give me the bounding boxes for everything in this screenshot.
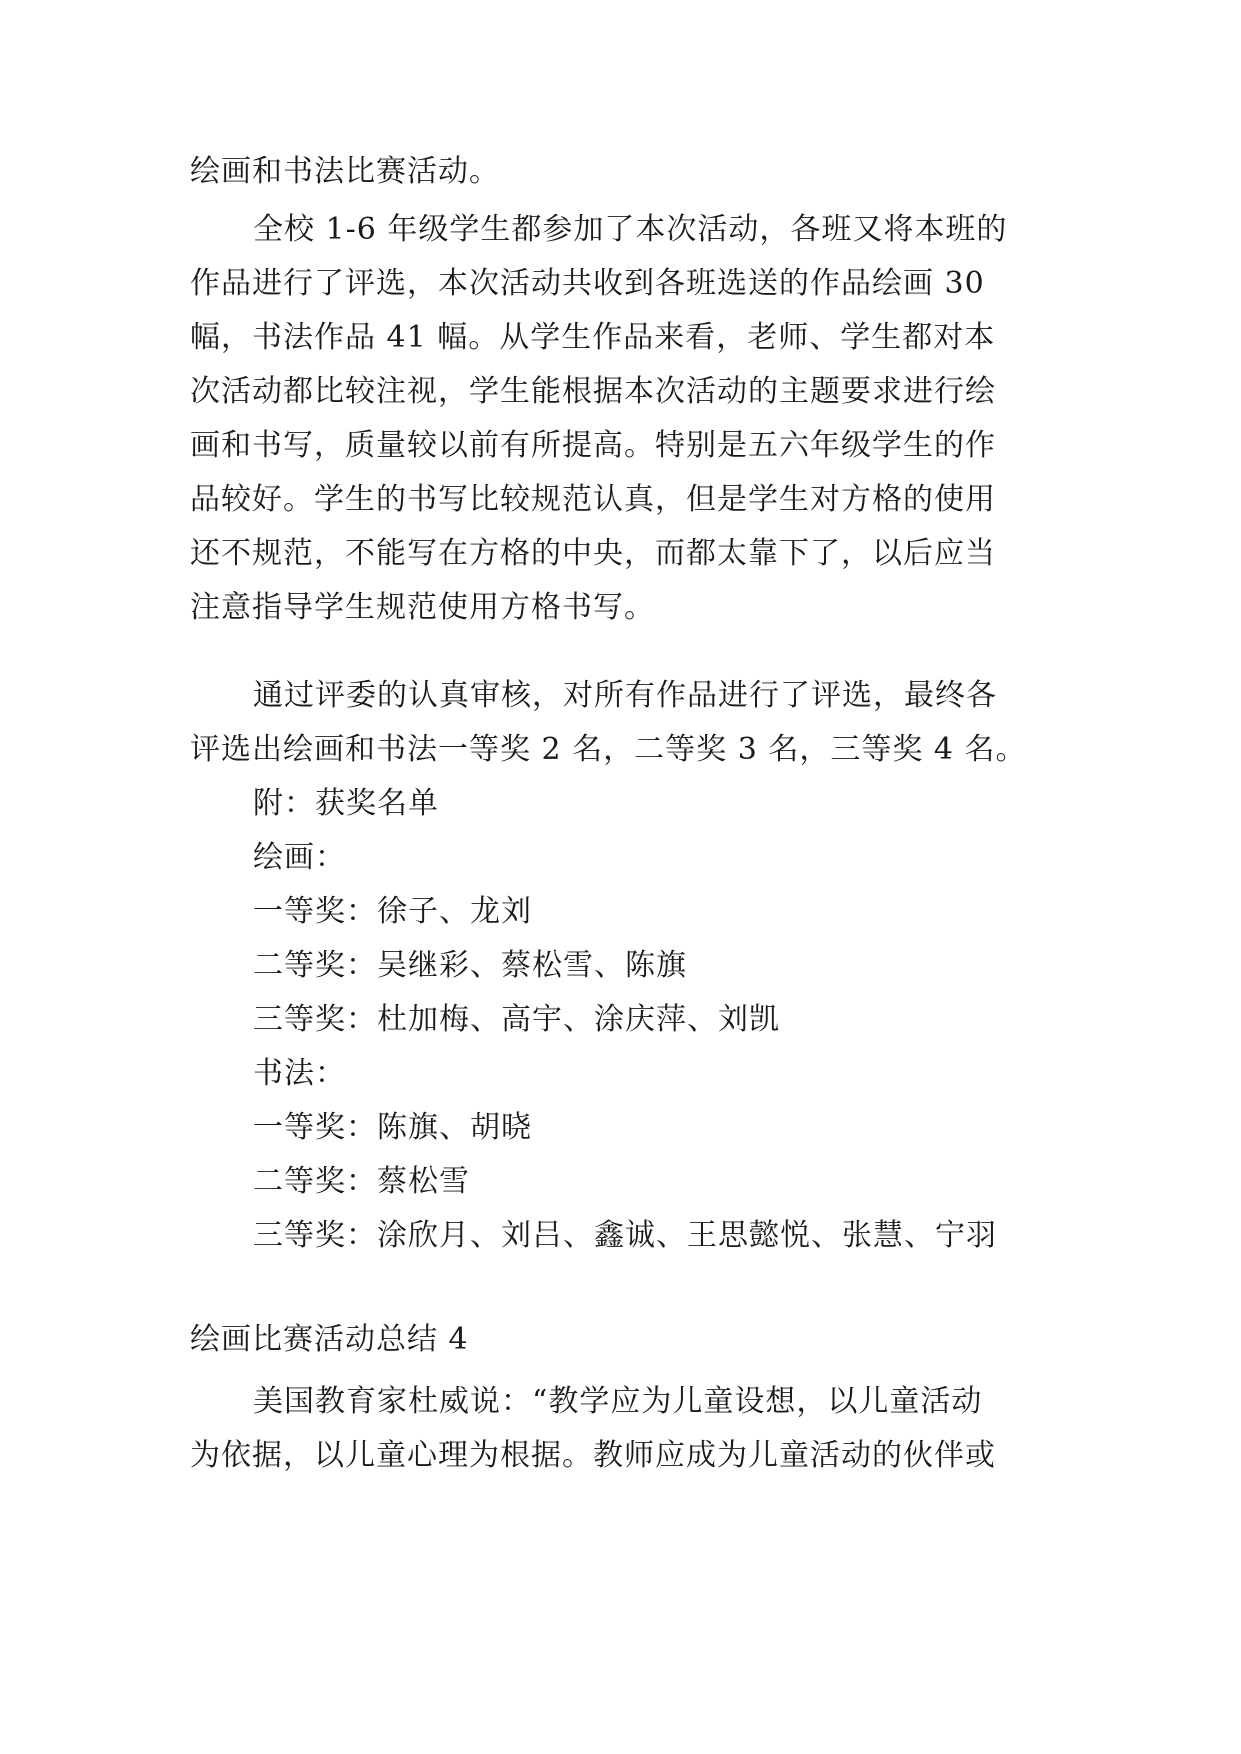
paragraph-line: 注意指导学生规范使用方格书写。 [190, 590, 655, 625]
painting-second-prize: 二等奖：吴继彩、蔡松雪、陈旗 [253, 948, 687, 983]
award-list-heading: 附：获奖名单 [253, 786, 439, 821]
paragraph-line: 绘画和书法比赛活动。 [190, 154, 500, 189]
paragraph-line: 通过评委的认真审核，对所有作品进行了评选，最终各 [253, 678, 997, 713]
award-category-calligraphy: 书法： [253, 1056, 346, 1091]
painting-third-prize: 三等奖：杜加梅、高宇、涂庆萍、刘凯 [253, 1002, 780, 1037]
section-title: 绘画比赛活动总结 4 [190, 1322, 469, 1357]
calligraphy-third-prize: 三等奖：涂欣月、刘吕、鑫诚、王思懿悦、张慧、宁羽 [253, 1218, 997, 1253]
calligraphy-second-prize: 二等奖：蔡松雪 [253, 1164, 470, 1199]
paragraph-line: 全校 1-6 年级学生都参加了本次活动，各班又将本班的 [253, 212, 1008, 247]
paragraph-line: 画和书写，质量较以前有所提高。特别是五六年级学生的作 [190, 428, 996, 463]
paragraph-line: 为依据，以儿童心理为根据。教师应成为儿童活动的伙伴或 [190, 1438, 996, 1473]
painting-first-prize: 一等奖：徐子、龙刘 [253, 894, 532, 929]
paragraph-line: 美国教育家杜威说：“教学应为儿童设想，以儿童活动 [253, 1384, 983, 1419]
paragraph-line: 评选出绘画和书法一等奖 2 名，二等奖 3 名，三等奖 4 名。 [190, 732, 1027, 767]
paragraph-line: 幅，书法作品 41 幅。从学生作品来看，老师、学生都对本 [190, 320, 996, 355]
paragraph-line: 还不规范，不能写在方格的中央，而都太靠下了，以后应当 [190, 536, 996, 571]
award-category-painting: 绘画： [253, 840, 346, 875]
paragraph-line: 次活动都比较注视，学生能根据本次活动的主题要求进行绘 [190, 374, 996, 409]
calligraphy-first-prize: 一等奖：陈旗、胡晓 [253, 1110, 532, 1145]
paragraph-line: 品较好。学生的书写比较规范认真，但是学生对方格的使用 [190, 482, 996, 517]
paragraph-line: 作品进行了评选，本次活动共收到各班选送的作品绘画 30 [190, 266, 985, 301]
